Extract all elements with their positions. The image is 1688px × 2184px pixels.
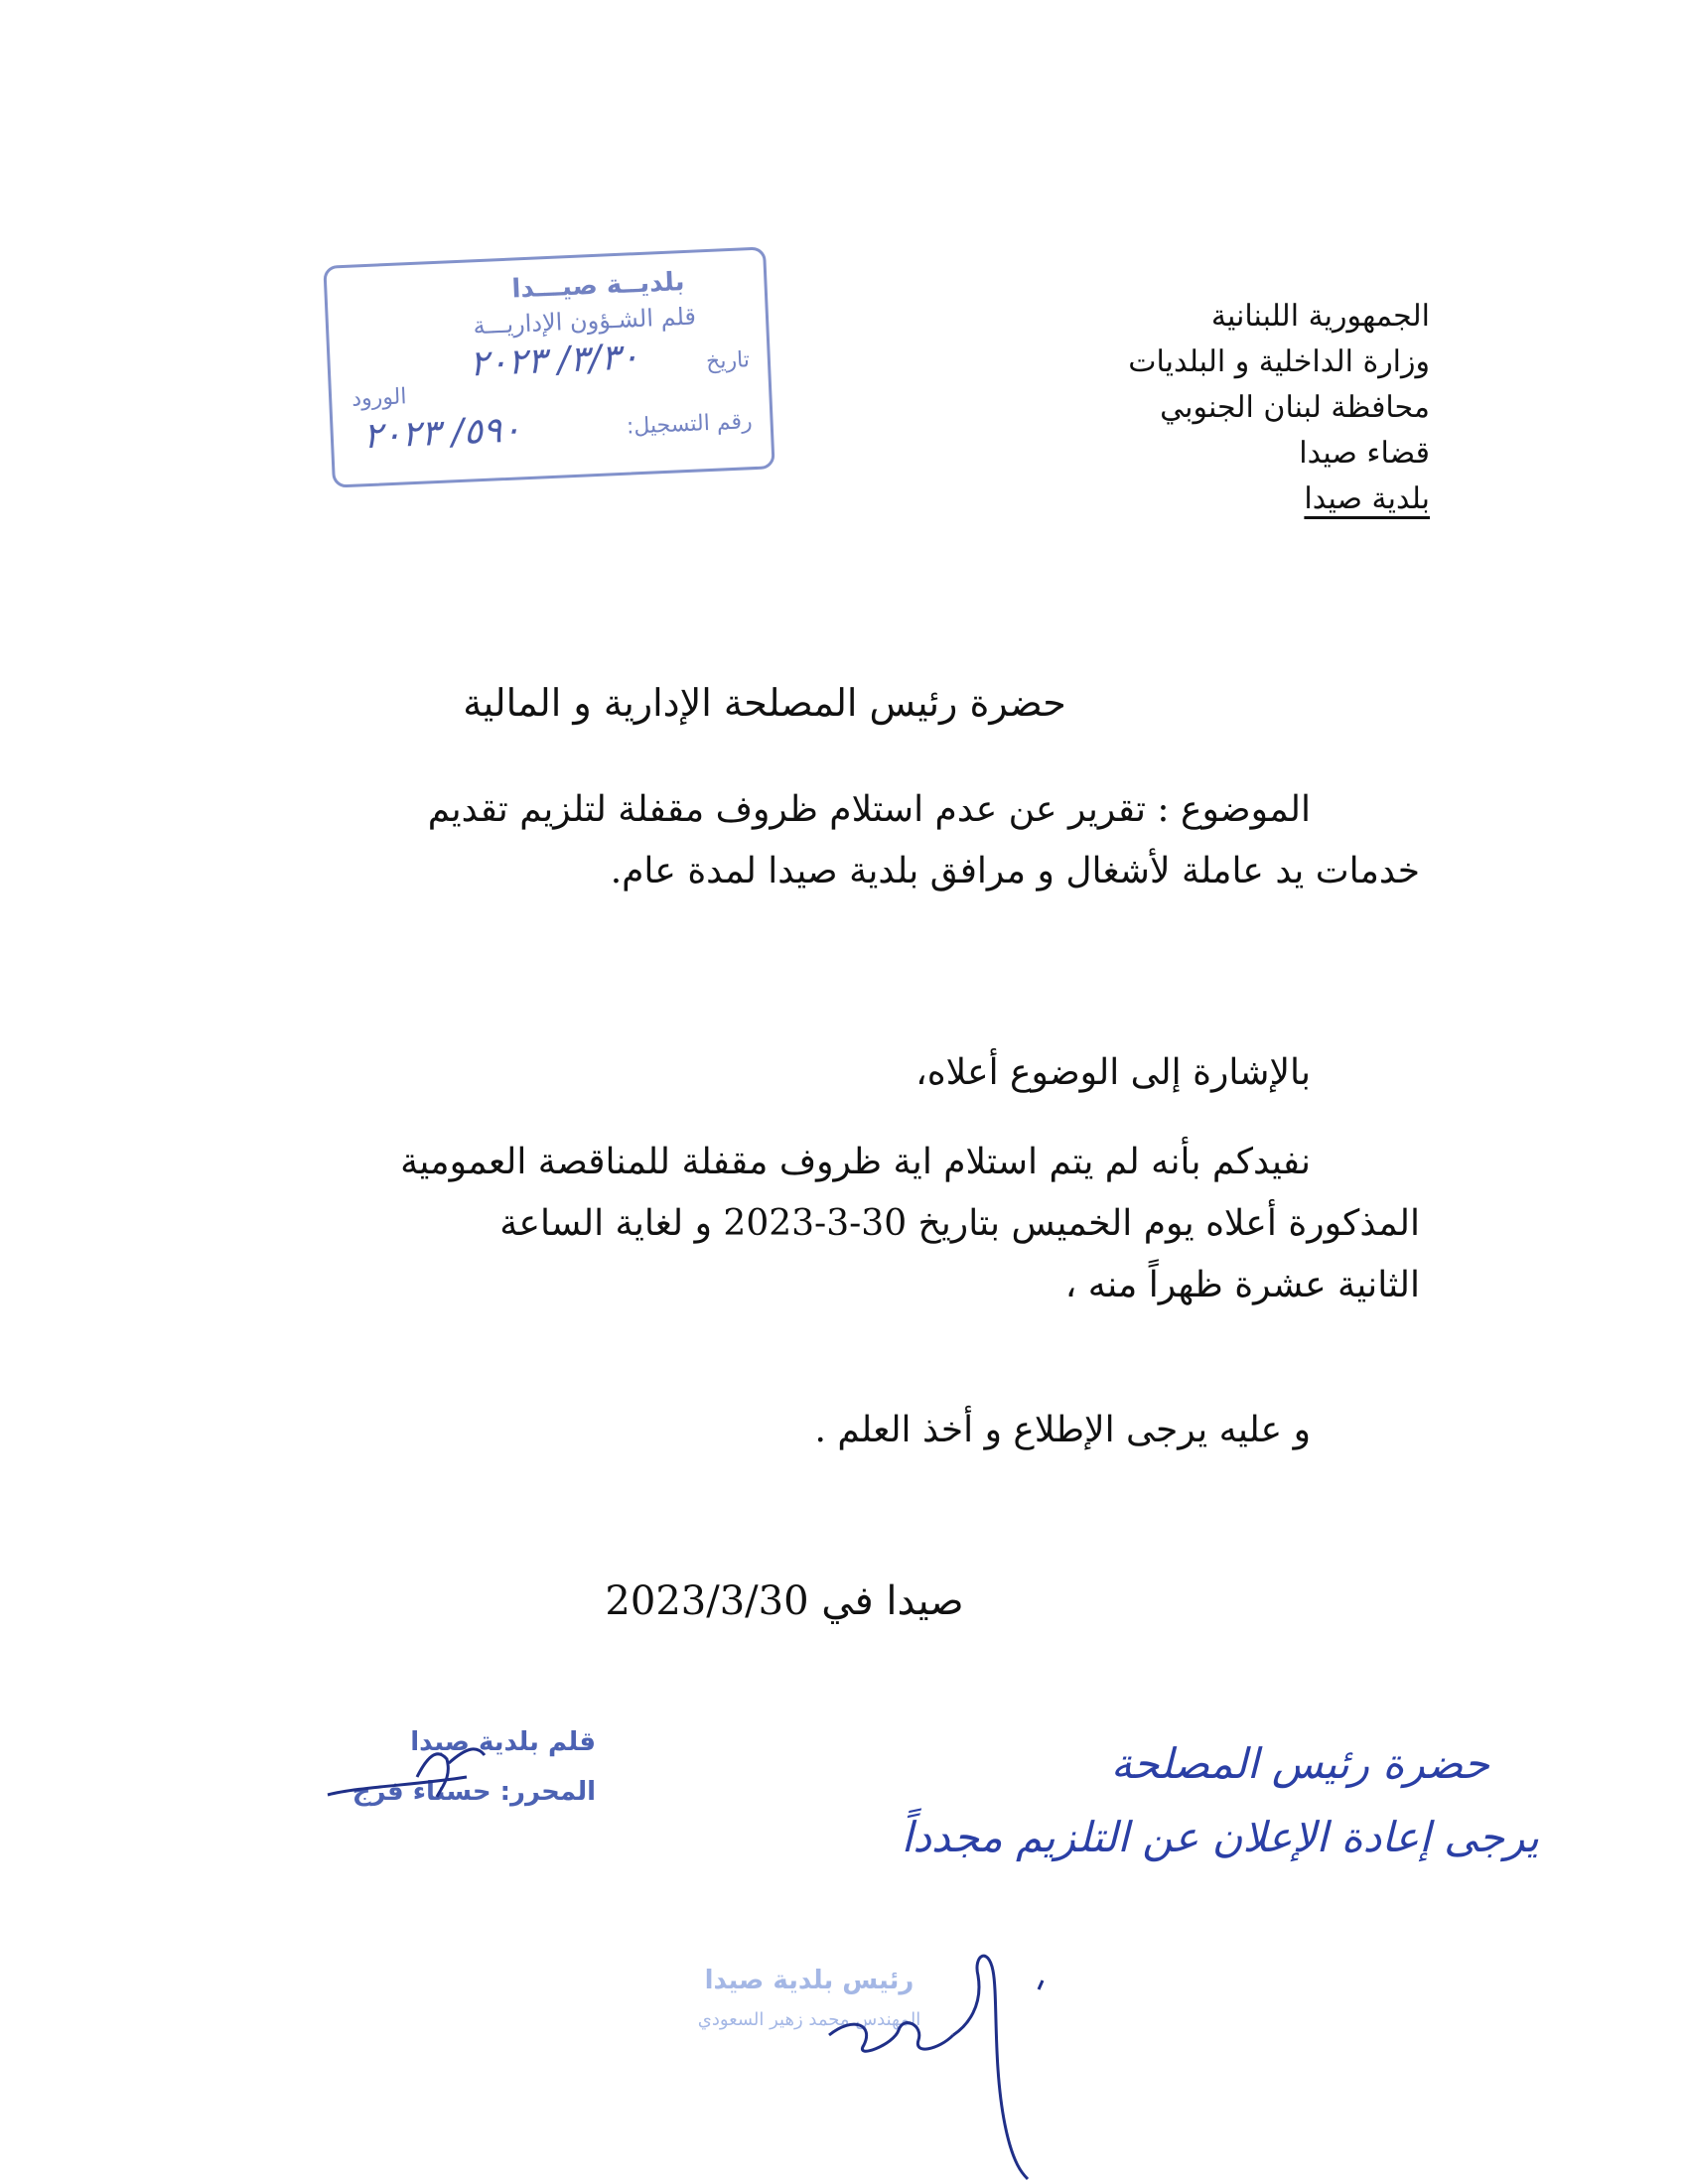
stamp-registration-label: رقم التسجيل: [626, 409, 754, 440]
stamp-registration-value: ٥٩٠/ ٢٠٢٣ [361, 409, 522, 458]
addressee-heading: حضرة رئيس المصلحة الإدارية و المالية [463, 681, 1066, 725]
incoming-mail-stamp [323, 246, 774, 487]
body-paragraph [308, 1132, 1420, 1316]
stamp-date-label: تاريخ [705, 347, 751, 375]
handwritten-note-line-1: حضرة رئيس المصلحة [1110, 1739, 1489, 1788]
clerk-stamp-line-1: قلم بلدية صيدا [410, 1727, 596, 1757]
mayor-stamp [655, 1966, 963, 2030]
stamp-date-value: ٣/٣٠/ ٢٠٢٣ [468, 337, 640, 385]
handwritten-note [685, 1727, 1539, 1874]
mayor-stamp-title: رئيس بلدية صيدا [704, 1966, 914, 1995]
letterhead-governorate: محافظة لبنان الجنوبي [1160, 390, 1430, 425]
clerk-stamp-line-2: المحرر: حسناء فرج [352, 1777, 596, 1807]
clerk-stamp [298, 1727, 596, 1807]
closing-line: و عليه يرجى الإطلاع و أخذ العلم . [814, 1410, 1311, 1450]
mayor-stamp-name: المهندس محمد زهير السعودي [697, 2009, 921, 2030]
letterhead [874, 294, 1430, 522]
stamp-department: قلم الشـؤون الإداريـــة [472, 302, 697, 341]
subject-block [308, 779, 1420, 902]
pen-tick-icon [1039, 1980, 1043, 1989]
letterhead-municipality-text: بلدية صيدا [1304, 481, 1430, 516]
body-line-3: الثانية عشرة ظهراً منه ، [1064, 1265, 1420, 1305]
greeting: بالإشارة إلى الوضوع أعلاه، [915, 1052, 1311, 1093]
letterhead-district: قضاء صيدا [1299, 436, 1430, 471]
letterhead-municipality [874, 477, 1430, 522]
stamp-title: بلديــة صيـــدا [510, 266, 686, 305]
subject-line-1: الموضوع : تقرير عن عدم استلام ظروف مقفلة لتلزيم تقديم [427, 789, 1311, 830]
letterhead-republic: الجمهورية اللبنانية [1210, 299, 1430, 334]
body-line-2: المذكورة أعلاه يوم الخميس بتاريخ 30-3-2023 و لغاية الساعة [499, 1203, 1420, 1244]
stamp-arrival-label: الورود [351, 384, 407, 412]
subject-line-2: خدمات يد عاملة لأشغال و مرافق بلدية صيدا لمدة عام. [610, 851, 1420, 891]
place-date-line: صيدا في 2023/3/30 [605, 1578, 964, 1624]
body-line-1: نفيدكم بأنه لم يتم استلام اية ظروف مقفلة للمناقصة العمومية [400, 1142, 1311, 1182]
letterhead-ministry: وزارة الداخلية و البلديات [1128, 344, 1430, 379]
handwritten-note-line-2: يرجى إعادة الإعلان عن التلزيم مجدداً [901, 1813, 1539, 1861]
